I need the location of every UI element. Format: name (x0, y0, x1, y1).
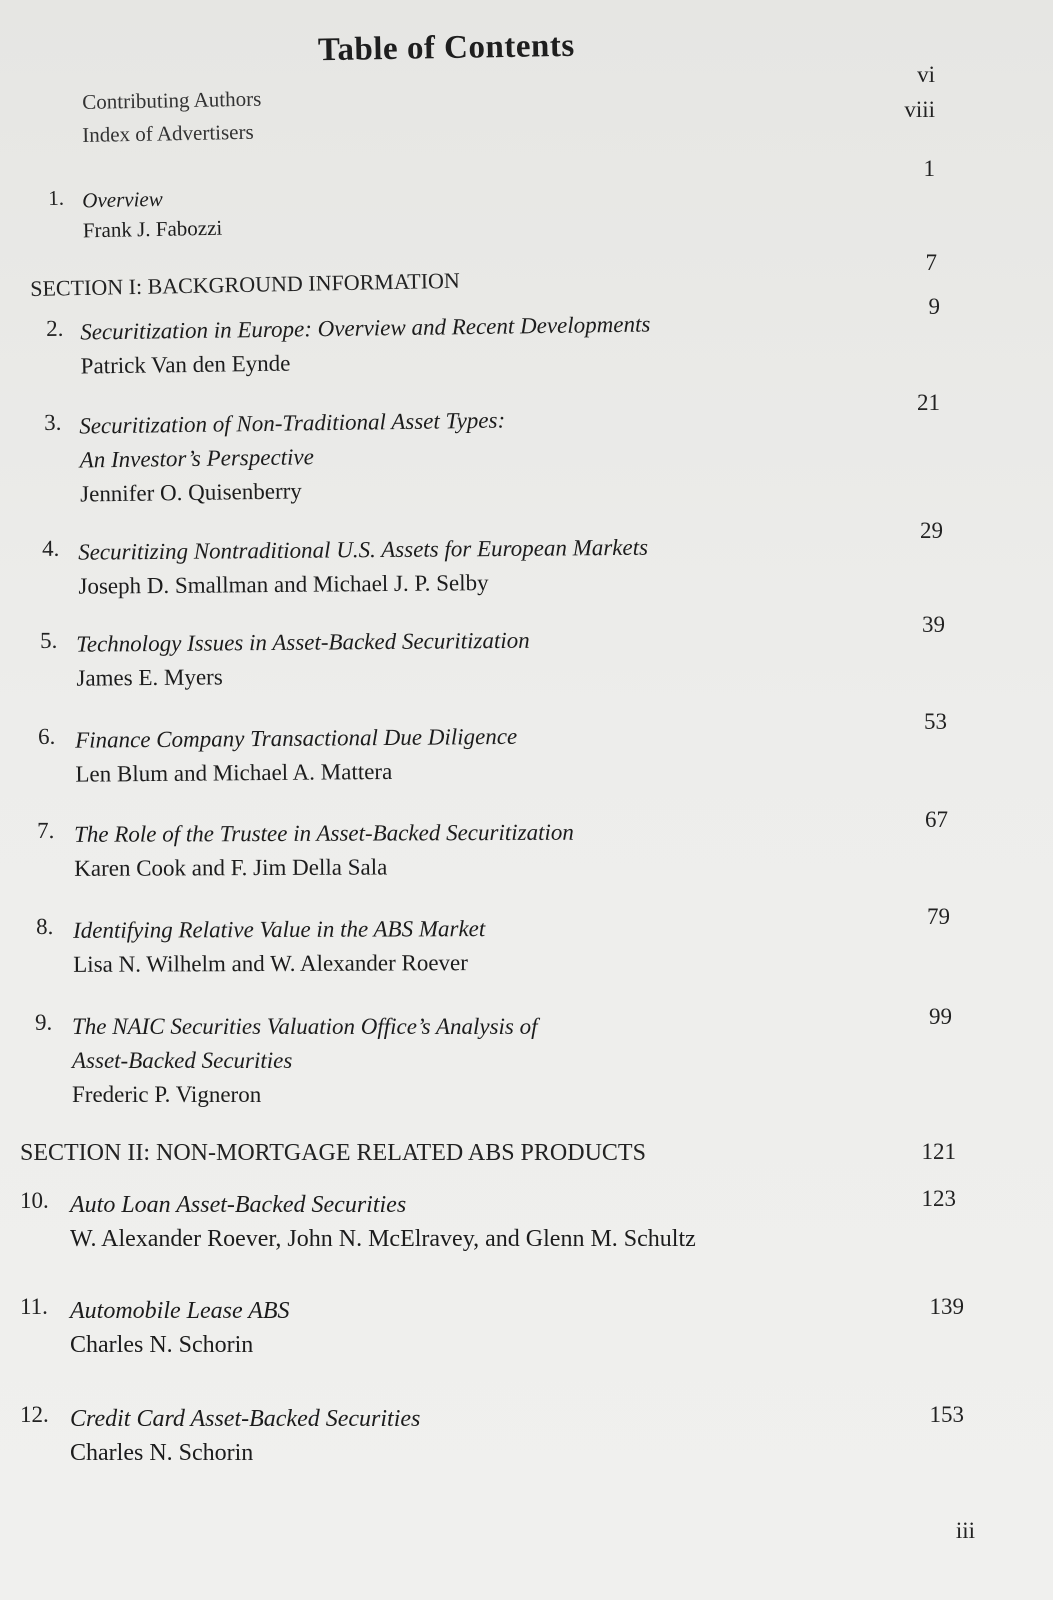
entry-11-page: 139 (929, 1294, 964, 1319)
entry-title-line-2: Asset-Backed Securities (72, 1048, 293, 1073)
entry-number: 4. (42, 535, 60, 561)
entry-title: Automobile Lease ABS (70, 1298, 290, 1324)
entry-title: Securitization in Europe: Overview and Recent Developments (80, 311, 651, 345)
entry-title: Overview (82, 186, 163, 213)
entry-9-page: 99 (929, 1004, 952, 1029)
entry-12-page: 153 (929, 1402, 964, 1427)
section-1-page: 7 (925, 250, 937, 275)
entry-number: 6. (38, 723, 56, 749)
toc-entry-8 (36, 912, 485, 982)
front-matter-contributing-authors: Contributing Authors (82, 86, 262, 114)
entry-number: 5. (40, 627, 58, 653)
section-2-page: 121 (921, 1139, 956, 1164)
section-1-heading: SECTION I: BACKGROUND INFORMATION (30, 267, 461, 301)
entry-author: Frederic P. Vigneron (72, 1082, 262, 1107)
toc-entry-4 (42, 531, 648, 604)
entry-title-line-1: The NAIC Securities Valuation Office’s Analysis of (72, 1014, 538, 1039)
entry-title: Credit Card Asset-Backed Securities (70, 1406, 421, 1432)
toc-entry-9 (35, 1010, 538, 1112)
entry-author: W. Alexander Roever, John N. McElravey, and Glenn M. Schultz (70, 1226, 696, 1252)
entry-8-page: 79 (927, 904, 950, 929)
toc-entry-11 (20, 1294, 290, 1362)
entry-5-page: 39 (922, 612, 945, 637)
entry-title-line-1: Securitization of Non-Traditional Asset Types: (79, 407, 506, 439)
entry-title: Auto Loan Asset-Backed Securities (70, 1192, 407, 1218)
front-matter-index-of-advertisers: Index of Advertisers (82, 119, 254, 147)
entry-author: Joseph D. Smallman and Michael J. P. Selby (78, 570, 489, 599)
entry-title: Identifying Relative Value in the ABS Market (73, 916, 486, 943)
entry-number: 9. (35, 1010, 53, 1035)
entry-number: 8. (36, 913, 54, 939)
entry-author: Frank J. Fabozzi (82, 215, 223, 243)
overview-page: 1 (923, 156, 935, 181)
entry-author: Patrick Van den Eynde (80, 350, 291, 379)
page-folio: iii (955, 1518, 975, 1543)
entry-number: 12. (20, 1402, 49, 1427)
entry-title: Finance Company Transactional Due Diligence (75, 723, 518, 753)
toc-entry-10 (20, 1188, 696, 1256)
entry-author: Jennifer O. Quisenberry (80, 478, 302, 507)
entry-author: Len Blum and Michael A. Mattera (75, 758, 393, 787)
toc-entry-2 (46, 308, 651, 384)
toc-entry-3 (44, 404, 506, 512)
entry-number: 1. (48, 185, 65, 210)
entry-10-page: 123 (921, 1186, 956, 1211)
entry-number: 10. (20, 1188, 49, 1213)
entry-title-line-2: An Investor’s Perspective (79, 444, 315, 473)
entry-title: Technology Issues in Asset-Backed Securitization (76, 627, 530, 657)
toc-entry-5 (40, 624, 530, 696)
entry-2-page: 9 (928, 294, 940, 319)
entry-author: Charles N. Schorin (70, 1440, 254, 1466)
entry-title: The Role of the Trustee in Asset-Backed Securitization (74, 819, 574, 847)
entry-author: James E. Myers (76, 664, 223, 691)
toc-entry-6 (38, 720, 518, 792)
toc-entry-7 (37, 816, 574, 886)
entry-number: 11. (20, 1294, 48, 1319)
entry-title: Securitizing Nontraditional U.S. Assets for European Markets (78, 534, 649, 565)
toc-entry-overview (48, 173, 749, 246)
entry-3-page: 21 (917, 390, 940, 415)
entry-author: Karen Cook and F. Jim Della Sala (74, 854, 388, 881)
entry-number: 7. (37, 817, 55, 843)
page-title: Table of Contents (317, 27, 575, 69)
entry-author: Lisa N. Wilhelm and W. Alexander Roever (73, 950, 468, 977)
entry-7-page: 67 (925, 807, 948, 832)
front-matter-contributing-authors-page: vi (917, 62, 935, 87)
entry-4-page: 29 (920, 518, 943, 543)
toc-entry-12 (20, 1402, 420, 1470)
entry-number: 3. (44, 409, 62, 435)
front-matter-index-of-advertisers-page: viii (904, 97, 935, 122)
section-2-heading: SECTION II: NON-MORTGAGE RELATED ABS PRODUCTS (20, 1140, 646, 1166)
entry-author: Charles N. Schorin (70, 1332, 254, 1358)
entry-6-page: 53 (924, 709, 947, 734)
entry-number: 2. (46, 315, 64, 341)
